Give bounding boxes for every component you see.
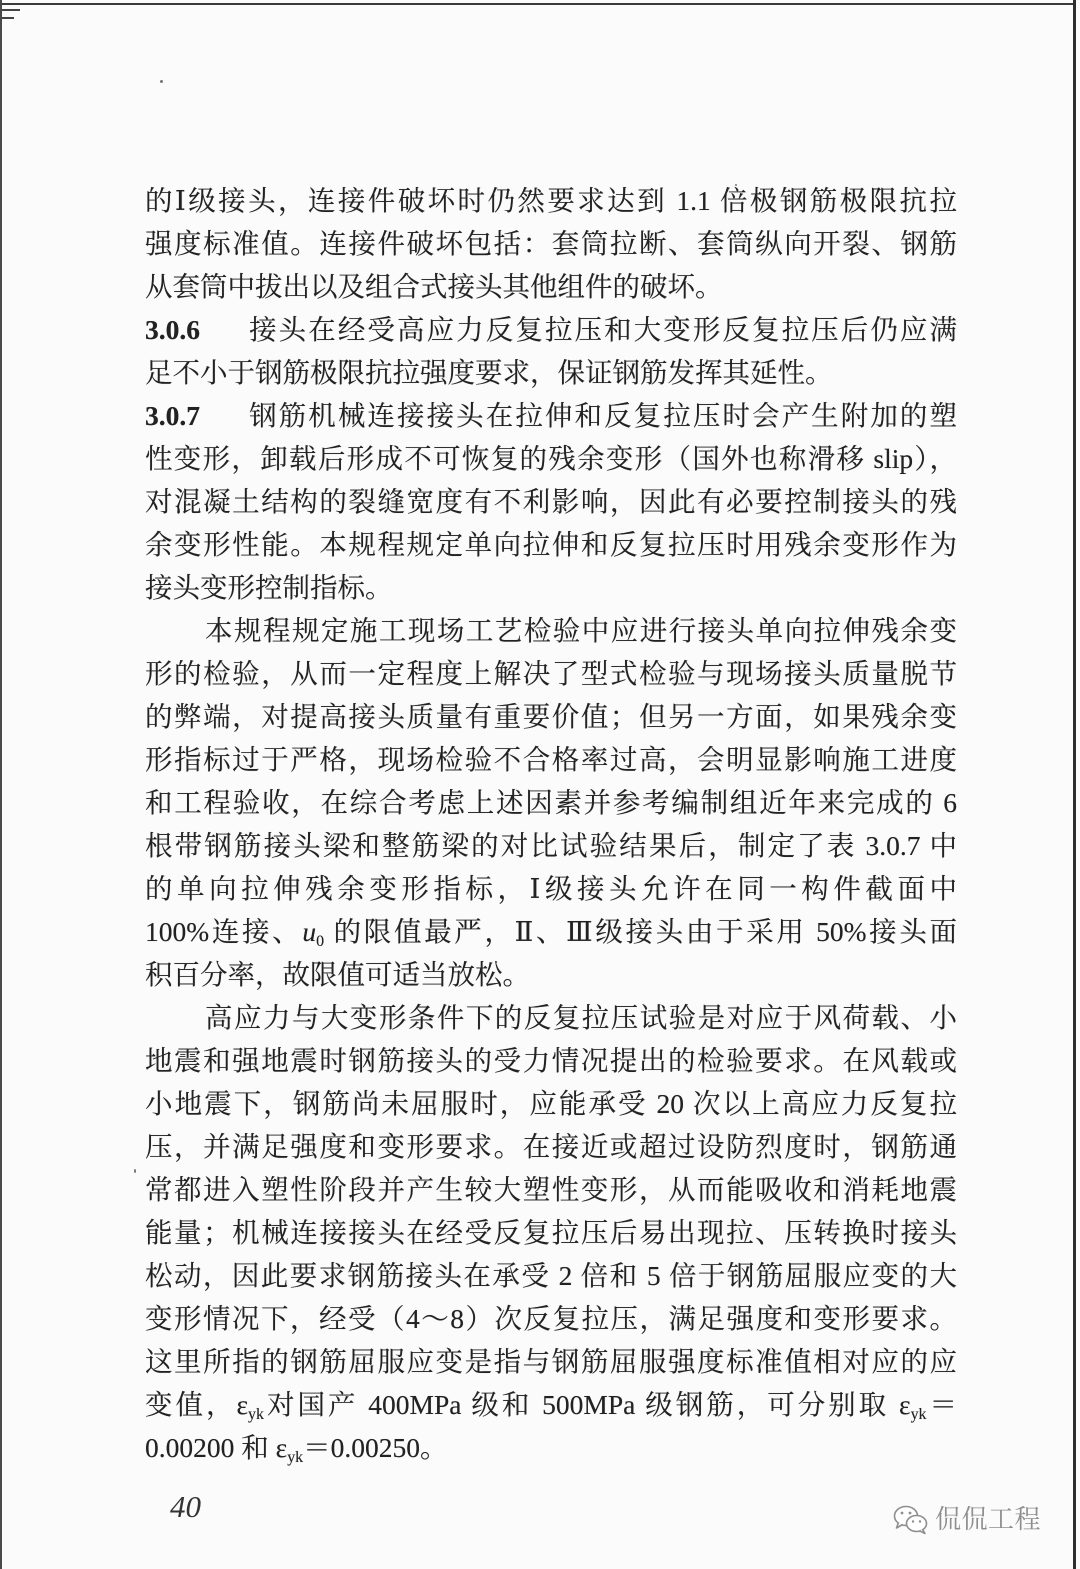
math-symbol: ε [236, 1389, 249, 1420]
text-line: 对混凝土结构的裂缝宽度有不利影响，因此有必要控制接头的残 [145, 486, 957, 517]
clause-3-0-7 [145, 394, 957, 609]
scan-edge-left [0, 0, 2, 1569]
scan-speck [160, 80, 163, 83]
watermark-text: 侃侃工程 [935, 1505, 1042, 1535]
scan-edge-mark [2, 17, 14, 19]
subscript: 0 [316, 932, 325, 950]
clause-3-0-6 [145, 308, 957, 394]
text-line: 高应力与大变形条件下的反复拉压试验是对应于风荷载、小 [205, 1002, 957, 1033]
text-line: 变形情况下，经受（4～8）次反复拉压，满足强度和变形要求。 [145, 1303, 957, 1334]
text-line [145, 394, 957, 437]
wechat-icon [893, 1505, 929, 1535]
text-line: 的单向拉伸残余变形指标，Ⅰ级接头允许在同一构件截面中 [145, 873, 957, 904]
text-segment: 0.00200 和 [145, 1432, 276, 1463]
scan-edge-right [1073, 0, 1076, 1569]
text-line: 足不小于钢筋极限抗拉强度要求，保证钢筋发挥其延性。 [145, 357, 833, 388]
math-symbol: ε [899, 1389, 911, 1420]
text-segment: 100%连接、 [145, 916, 303, 947]
text-line: 压，并满足强度和变形要求。在接近或超过设防烈度时，钢筋通 [145, 1131, 957, 1162]
text-line: 的弊端，对提高接头质量有重要价值；但另一方面，如果残余变 [145, 701, 957, 732]
clause-number: 3.0.6 [145, 314, 200, 345]
text-line [145, 308, 957, 351]
text-segment: 对国产 400MPa 级和 500MPa 级钢筋，可分别取 [263, 1389, 900, 1420]
text-line: 地震和强地震时钢筋接头的受力情况提出的检验要求。在风载或 [145, 1045, 957, 1076]
text-line [145, 1383, 957, 1426]
text-line: 常都进入塑性阶段并产生较大塑性变形，从而能吸收和消耗地震 [145, 1174, 957, 1205]
text-line: 能量；机械连接接头在经受反复拉压后易出现拉、压转换时接头 [145, 1217, 957, 1248]
subscript: yk [910, 1405, 927, 1423]
text-line: 的Ⅰ级接头，连接件破坏时仍然要求达到 1.1 倍极钢筋极限抗拉 [145, 185, 957, 216]
body-text [145, 179, 957, 1469]
subscript: yk [287, 1448, 304, 1466]
text-line: 积百分率，故限值可适当放松。 [145, 959, 530, 990]
text-line: 余变形性能。本规程规定单向拉伸和反复拉压时用残余变形作为 [145, 529, 957, 560]
text-line: 形指标过于严格，现场检验不合格率过高，会明显影响施工进度 [145, 744, 957, 775]
text-line: 这里所指的钢筋屈服应变是指与钢筋屈服强度标准值相对应的应 [145, 1346, 957, 1377]
page-number: 40 [170, 1489, 201, 1524]
text-segment: ＝ [926, 1389, 957, 1420]
text-line: 本规程规定施工现场工艺检验中应进行接头单向拉伸残余变 [205, 615, 957, 646]
text-line: 根带钢筋接头梁和整筋梁的对比试验结果后，制定了表 3.0.7 中 [145, 830, 957, 861]
math-symbol: ε [275, 1432, 288, 1463]
text-segment: ＝0.00250。 [303, 1432, 448, 1463]
text-line: 松动，因此要求钢筋接头在承受 2 倍和 5 倍于钢筋屈服应变的大 [145, 1260, 957, 1291]
text-line: 和工程验收，在综合考虑上述因素并参考编制组近年来完成的 6 [145, 787, 957, 818]
text-line: 接头变形控制指标。 [145, 572, 393, 603]
text-line: 性变形，卸载后形成不可恢复的残余变形（国外也称滑移 slip）， [145, 443, 957, 474]
scan-speck [134, 1169, 136, 1173]
subscript: yk [248, 1405, 264, 1423]
math-variable: u [302, 916, 317, 947]
text-line: 形的检验，从而一定程度上解决了型式检验与现场接头质量脱节 [145, 658, 957, 689]
clause-number: 3.0.7 [145, 400, 200, 431]
paragraph-cyclic-loading [145, 996, 957, 1469]
paragraph-continued [145, 179, 957, 308]
clause-text: 钢筋机械连接接头在拉伸和反复拉压时会产生附加的塑 [247, 400, 957, 431]
clause-text: 接头在经受高应力反复拉压和大变形反复拉压后仍应满 [247, 314, 957, 345]
paragraph-residual-deformation [145, 609, 957, 996]
watermark [893, 1502, 1041, 1538]
text-segment: 的限值最严，Ⅱ、Ⅲ级接头由于采用 50%接头面 [324, 916, 957, 947]
scan-edge-mark [2, 9, 20, 11]
text-line [145, 1426, 957, 1469]
text-segment: 变值， [145, 1389, 237, 1420]
text-line: 强度标准值。连接件破坏包括：套筒拉断、套筒纵向开裂、钢筋 [145, 228, 957, 259]
text-line [145, 910, 957, 953]
text-line: 小地震下，钢筋尚未屈服时，应能承受 20 次以上高应力反复拉 [145, 1088, 957, 1119]
scan-edge-top [0, 3, 1076, 5]
text-line: 从套筒中拔出以及组合式接头其他组件的破坏。 [145, 271, 723, 302]
